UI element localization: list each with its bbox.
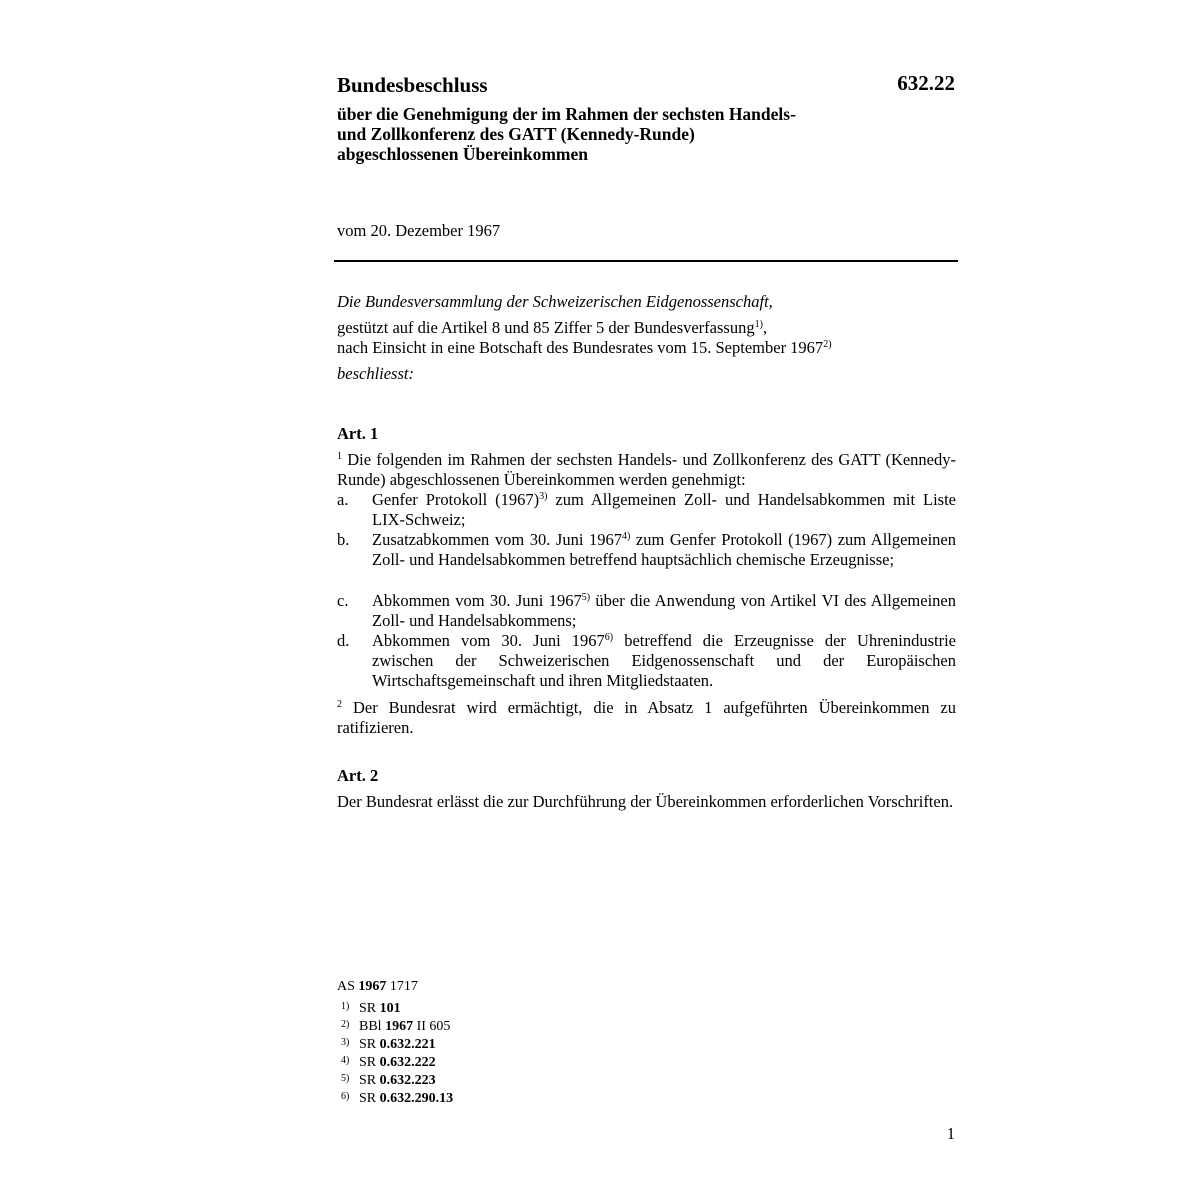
footnote-ref: 3) bbox=[539, 491, 548, 502]
footnote: 2) BBl 1967 II 605 bbox=[341, 1019, 451, 1034]
footnote-ref: 6) bbox=[604, 632, 614, 643]
footnote-ref: 5) bbox=[581, 592, 591, 603]
document-page: Bundesbeschluss 632.22 über die Genehmigung der im Rahmen der sechsten Handels- und Zollkonferenz des GATT (Kennedy-Runde) abgeschlossenen Übereinkommen vom 20. Dezember 1967 Die Bundesversammlung der Schweizerischen Eidgenossenschaft, gestützt auf die Artikel 8 und 85 Ziffer 5 der Bundesverfassung$^{1)}$, nach Einsicht in eine Botschaft des Bundesrates vom 15. September 1967$^{2)}$ beschliesst: Art. 1 $^1$ Die folgenden im Rahmen der sechsten Handels- und Zollkonferenz des GATT (Kennedy-Runde) abgeschlossenen Übereinkommen werden genehmigt: a. Genfer Protokoll $(1967)^{3)}$ zum Allgemeinen Zoll- und Handelsabkommen mit Liste LIX-Schweiz; b. Zusatzabkommen vom 30. Juni 1967$^{4)}$ zum Genfer Protokoll (1967) zum Allgemeinen Zoll- und Handelsabkommen betreffend hauptsächlich chemische Erzeugnisse; c. Abkommen vom 30. Juni 1967$^{5)}$ über die Anwendung von Artikel VI des Allgemeinen Zoll- und Handelsabkommens; d. Abkommen vom 30. Juni 1967$^{6)}$ betreffend die Erzeugnisse der Uhrenindustrie zwischen der Schweizerischen Eidgenossenschaft und der Europäischen Wirtschaftsgemeinschaft und ihren Mitgliedstaaten. $^2$ Der Bundesrat wird ermächtigt, die in Absatz 1 aufgeführten Übereinkommen zu ratifizieren. Art. 2 Der Bundesrat erlässt die zur Durchführung der Übereinkommen erforderlichen Vorschriften. AS 1967 1717 1) SR 101 2) BBl 1967 II 605 3) SR 0.632.221 4) SR 0.632.222 5) SR 0.632.223 6) SR 0.632.290.13 1 bbox=[0, 0, 1200, 1200]
list-marker: c. bbox=[337, 591, 349, 610]
sr-number: 632.22 bbox=[897, 71, 955, 95]
footnote: 3) SR 0.632.221 bbox=[341, 1037, 436, 1052]
preamble-basis: gestützt auf die Artikel 8 und 85 Ziffer 5 der Bundesverfassung$^{1)}$, bbox=[337, 318, 768, 337]
footnote: 6) SR 0.632.290.13 bbox=[341, 1091, 454, 1106]
list-marker: b. bbox=[337, 530, 350, 549]
article-2-text: Der Bundesrat erlässt die zur Durchführung der Übereinkommen erforderlichen Vorschriften. bbox=[337, 792, 954, 811]
article-1-paragraph-2: $^2$ Der Bundesrat wird ermächtigt, die in Absatz 1 aufgeführten Übereinkommen zu ratifizieren. bbox=[337, 698, 957, 737]
footnote: 5) SR 0.632.223 bbox=[341, 1073, 436, 1088]
article-2-heading: Art. 2 bbox=[337, 766, 379, 785]
document-date: vom 20. Dezember 1967 bbox=[337, 221, 501, 240]
document-subtitle bbox=[337, 104, 897, 164]
article-1-heading: Art. 1 bbox=[337, 424, 379, 443]
footnote-ref: 1) bbox=[754, 319, 763, 330]
paragraph-number: 2 bbox=[337, 699, 342, 710]
footnote: 4) SR 0.632.222 bbox=[341, 1055, 436, 1070]
header-divider bbox=[334, 260, 958, 262]
list-marker: a. bbox=[337, 490, 349, 509]
preamble-authority: Die Bundesversammlung der Schweizerischen Eidgenossenschaft, bbox=[337, 292, 773, 311]
footnote: 1) SR 101 bbox=[341, 1001, 401, 1016]
preamble-message: nach Einsicht in eine Botschaft des Bundesrates vom 15. September 1967$^{2)}$ bbox=[337, 338, 832, 357]
subtitle-line: über die Genehmigung der im Rahmen der sechsten Handels- bbox=[337, 104, 796, 124]
paragraph-number: 1 bbox=[337, 451, 342, 462]
preamble-decides: beschliesst: bbox=[337, 364, 414, 383]
subtitle-line: abgeschlossenen Übereinkommen bbox=[337, 144, 589, 164]
footnote-ref: 2) bbox=[823, 339, 832, 350]
subtitle-line: und Zollkonferenz des GATT (Kennedy-Runde) bbox=[337, 124, 695, 144]
list-marker: d. bbox=[337, 631, 350, 650]
page-number: 1 bbox=[946, 1124, 955, 1143]
document-title: Bundesbeschluss bbox=[337, 73, 488, 97]
official-collection-ref: AS 1967 1717 bbox=[337, 979, 418, 994]
footnotes bbox=[337, 999, 453, 1107]
footnote-ref: 4) bbox=[621, 531, 631, 542]
article-1-paragraph-1: $^1$ Die folgenden im Rahmen der sechsten Handels- und Zollkonferenz des GATT (Kennedy-Runde) abgeschlossenen Übereinkommen werden genehmigt: bbox=[337, 450, 957, 489]
